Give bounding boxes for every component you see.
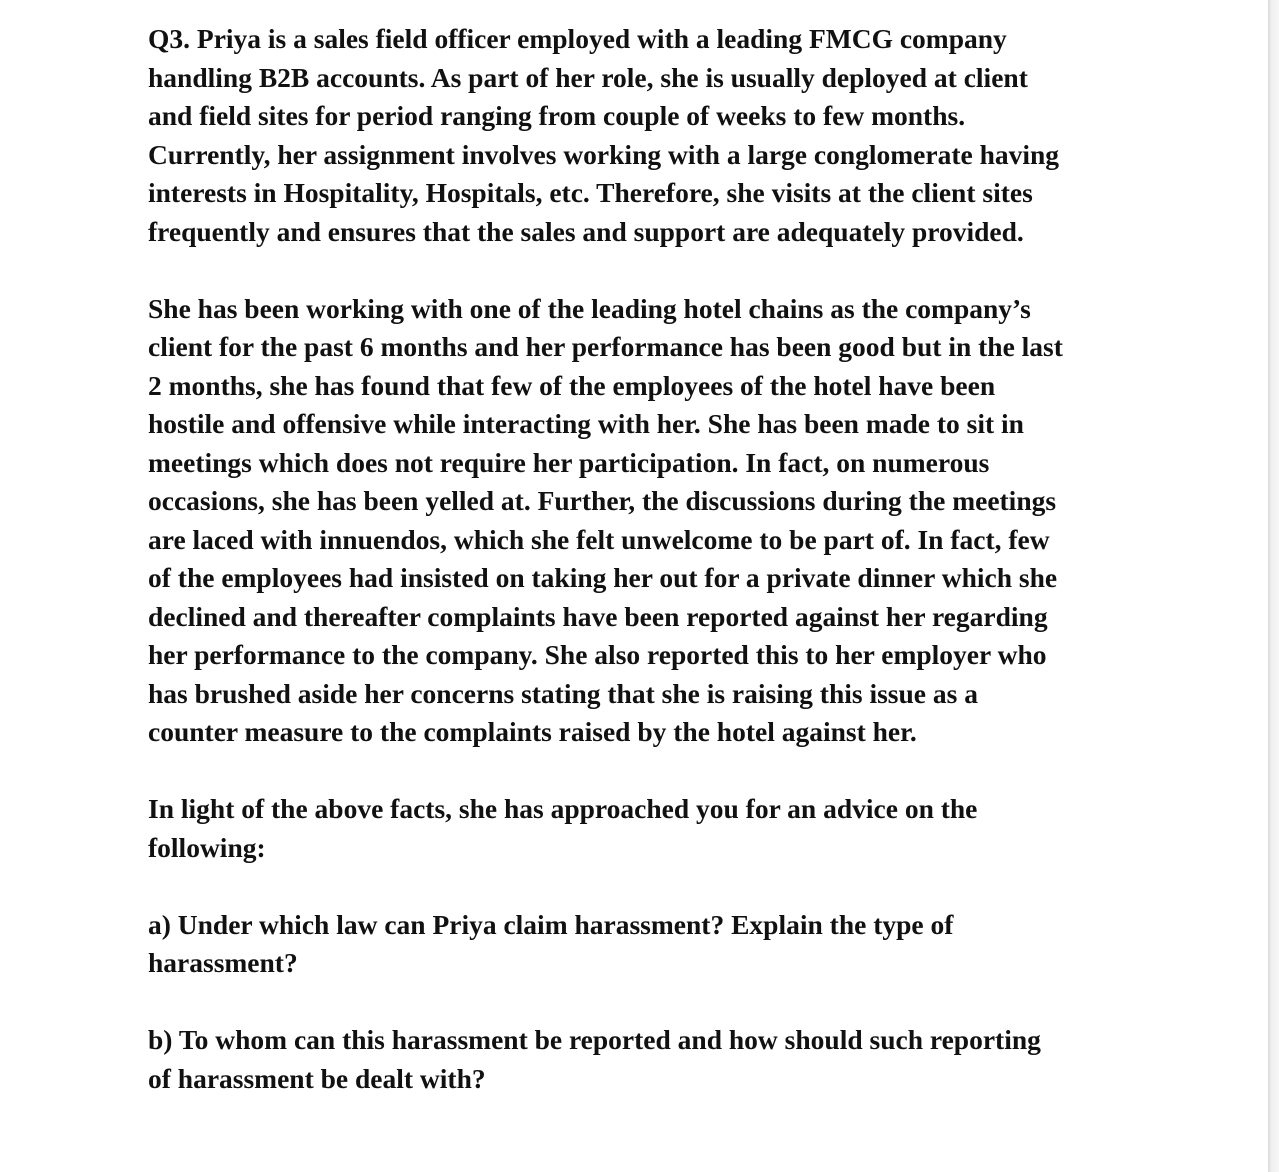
text-line: interests in Hospitality, Hospitals, etc. Therefore, she visits at the client sites bbox=[148, 177, 1033, 208]
text-line: harassment? bbox=[148, 947, 298, 978]
text-line: declined and thereafter complaints have been reported against her regarding bbox=[148, 600, 1048, 632]
text-line: b) To whom can this harassment be reported and how should such reporting bbox=[148, 1024, 1041, 1055]
question-intro-paragraph bbox=[148, 20, 1138, 251]
page-edge-shadow bbox=[1268, 0, 1279, 1172]
question-a-paragraph bbox=[148, 906, 1138, 983]
text-line: counter measure to the complaints raised by the hotel against her. bbox=[148, 716, 917, 747]
text-line: Currently, her assignment involves working with a large conglomerate having bbox=[148, 138, 1060, 170]
advice-request-paragraph bbox=[148, 790, 1138, 867]
text-line: occasions, she has been yelled at. Further, the discussions during the meetings bbox=[148, 485, 1057, 516]
case-facts-paragraph bbox=[148, 290, 1138, 752]
text-line: has brushed aside her concerns stating that she is raising this issue as a bbox=[148, 677, 978, 709]
text-line: following: bbox=[148, 831, 266, 863]
text-line: and field sites for period ranging from couple of weeks to few months. bbox=[148, 100, 966, 131]
text-line: her performance to the company. She also reported this to her employer who bbox=[148, 639, 1047, 670]
text-line: handling B2B accounts. As part of her role, she is usually deployed at client bbox=[148, 61, 1028, 93]
document-body bbox=[148, 20, 1138, 1137]
text-line: meetings which does not require her participation. In fact, on numerous bbox=[148, 446, 990, 478]
question-b-paragraph bbox=[148, 1021, 1138, 1098]
text-line: a) Under which law can Priya claim harassment? Explain the type of bbox=[148, 908, 954, 940]
text-line: client for the past 6 months and her performance has been good but in the last bbox=[148, 331, 1063, 362]
text-line: She has been working with one of the leading hotel chains as the company’s bbox=[148, 292, 1031, 324]
text-line: of harassment be dealt with? bbox=[148, 1062, 486, 1094]
text-line: hostile and offensive while interacting with her. She has been made to sit in bbox=[148, 408, 1024, 439]
text-line: In light of the above facts, she has approached you for an advice on the bbox=[148, 793, 978, 824]
text-line: Q3. Priya is a sales field officer employed with a leading FMCG company bbox=[148, 23, 1007, 54]
text-line: frequently and ensures that the sales and support are adequately provided. bbox=[148, 215, 1024, 247]
text-line: 2 months, she has found that few of the employees of the hotel have been bbox=[148, 369, 996, 401]
text-line: are laced with innuendos, which she felt unwelcome to be part of. In fact, few bbox=[148, 523, 1050, 555]
text-line: of the employees had insisted on taking her out for a private dinner which she bbox=[148, 562, 1058, 593]
